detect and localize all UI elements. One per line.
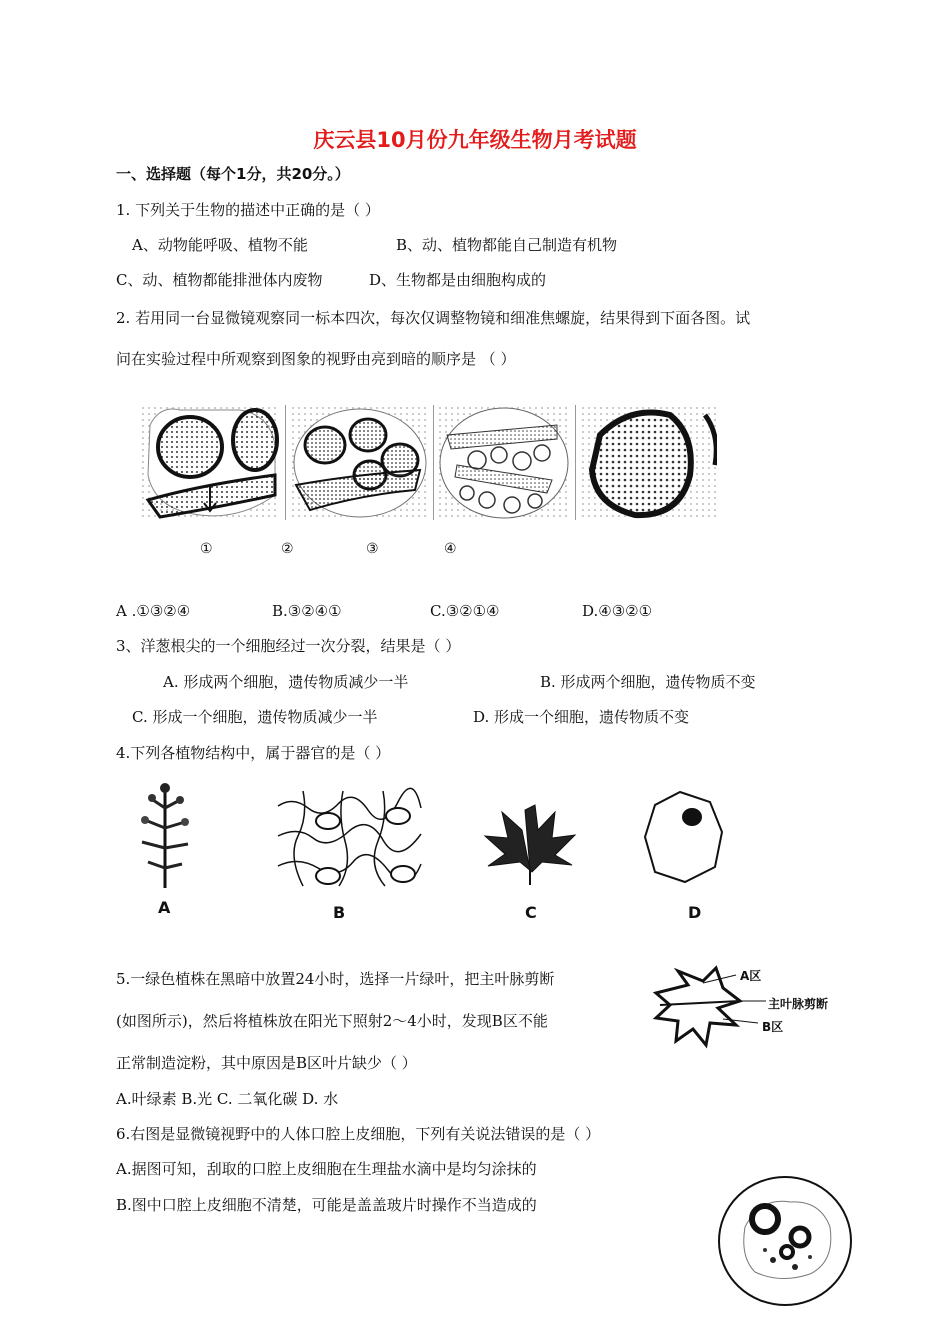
cell-icon (640, 787, 725, 887)
figure-label-4: ④ (444, 541, 457, 557)
q1-option-b: B、动、植物都能自己制造有机物 (396, 236, 618, 254)
section-heading: 一、选择题（每个1分，共20分。） (116, 165, 350, 183)
q3-option-b: B. 形成两个细胞，遗传物质不变 (540, 673, 756, 691)
microscope-view-1 (140, 405, 280, 520)
image-divider (285, 405, 286, 520)
plant-whole-figure (130, 778, 200, 890)
tissue-icon (273, 786, 423, 891)
q6-option-b: B.图中口腔上皮细胞不清楚，可能是盖盖玻片时操作不当造成的 (116, 1196, 537, 1214)
cell-drawing-icon (140, 405, 280, 520)
option-label-b: B (333, 903, 346, 922)
q3-stem: 3、洋葱根尖的一个细胞经过一次分裂，结果是（ ） (116, 637, 461, 655)
plant-icon (130, 778, 200, 890)
q2-option-b: B.③②④① (272, 602, 342, 620)
microscope-view-2 (290, 405, 430, 520)
q1-option-a: A、动物能呼吸、植物不能 (132, 236, 308, 254)
q1-option-d: D、生物都是由细胞构成的 (369, 271, 547, 289)
cheek-cell-microscope-figure (715, 1172, 855, 1310)
q1-option-c: C、动、植物都能排泄体内废物 (116, 271, 323, 289)
leaf-figure (480, 800, 580, 885)
q2-stem-line2: 问在实验过程中所观察到图象的视野由亮到暗的顺序是 （ ） (116, 350, 516, 368)
vein-cut-label: 主叶脉剪断 (768, 997, 829, 1011)
q6-option-a: A.据图可知，刮取的口腔上皮细胞在生理盐水滴中是均匀涂抹的 (116, 1160, 537, 1178)
figure-label-2: ② (281, 541, 294, 557)
microscope-view-3 (437, 405, 570, 520)
microscope-view-4 (580, 405, 717, 520)
zone-a-label: A区 (740, 969, 762, 983)
image-divider (575, 405, 576, 520)
q4-stem: 4.下列各植物结构中，属于器官的是（ ） (116, 744, 391, 762)
q5-stem-line2: (如图所示)，然后将植株放在阳光下照射2～4小时，发现B区不能 (116, 1012, 548, 1030)
q5-stem-line1: 5.一绿色植株在黑暗中放置24小时，选择一片绿叶，把主叶脉剪断 (116, 970, 555, 988)
page-title: 庆云县10月份九年级生物月考试题 (313, 128, 637, 152)
q3-option-d: D. 形成一个细胞，遗传物质不变 (473, 708, 690, 726)
q5-options: A.叶绿素 B.光 C. 二氧化碳 D. 水 (116, 1090, 339, 1108)
cell-drawing-icon (580, 405, 717, 520)
cell-drawing-icon (437, 405, 570, 520)
figure-label-3: ③ (366, 541, 379, 557)
leaf-icon (480, 800, 580, 885)
q3-option-a: A. 形成两个细胞，遗传物质减少一半 (163, 673, 409, 691)
option-label-d: D (688, 903, 702, 922)
zone-b-label: B区 (762, 1020, 784, 1034)
q3-option-c: C. 形成一个细胞，遗传物质减少一半 (132, 708, 378, 726)
cell-drawing-icon (290, 405, 430, 520)
figure-label-1: ① (200, 541, 213, 557)
single-cell-figure (640, 787, 725, 887)
microscope-view-icon (715, 1172, 855, 1310)
q2-stem-line1: 2. 若用同一台显微镜观察同一标本四次，每次仅调整物镜和细准焦螺旋，结果得到下面各图。试 (116, 309, 751, 327)
q2-option-d: D.④③②① (582, 602, 653, 620)
epidermis-tissue-figure (273, 786, 423, 891)
q6-stem: 6.右图是显微镜视野中的人体口腔上皮细胞，下列有关说法错误的是（ ） (116, 1125, 601, 1143)
q1-stem: 1. 下列关于生物的描述中正确的是（ ） (116, 201, 380, 219)
q2-option-c: C.③②①④ (430, 602, 500, 620)
option-label-a: A (158, 898, 171, 917)
option-label-c: C (525, 903, 537, 922)
q5-stem-line3: 正常制造淀粉，其中原因是B区叶片缺少（ ） (116, 1054, 417, 1072)
image-divider (433, 405, 434, 520)
q2-option-a: A .①③②④ (116, 602, 191, 620)
